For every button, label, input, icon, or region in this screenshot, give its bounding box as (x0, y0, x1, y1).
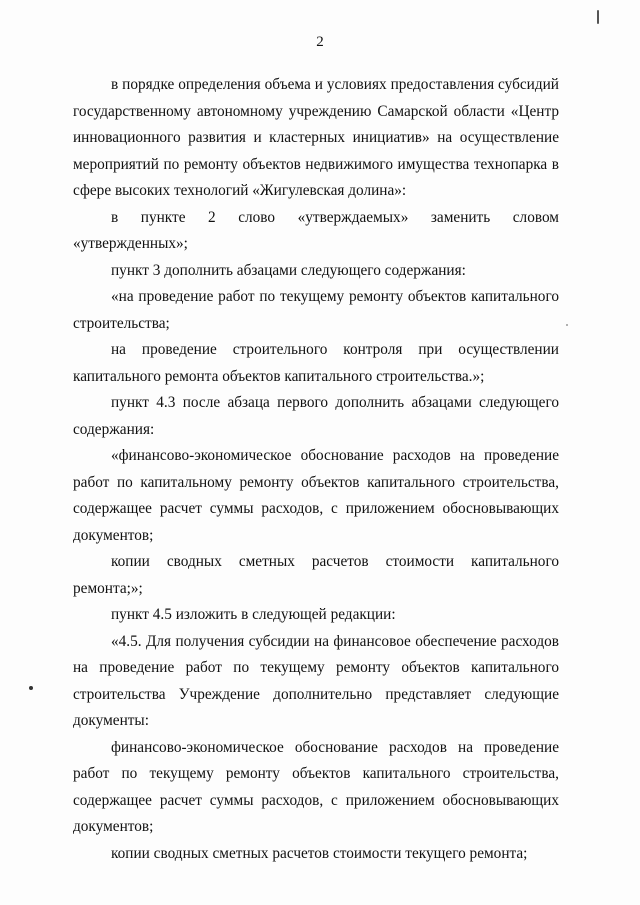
paragraph: копии сводных сметных расчетов стоимости капитального ремонта;»; (73, 553, 559, 597)
paragraph: копии сводных сметных расчетов стоимости текущего ремонта; (111, 844, 528, 862)
paragraph: «4.5. Для получения субсидии на финансовое обеспечение расходов на проведение работ по текущему ремонту объектов капитального строительства Учреждение дополнительно представляет следующие документы: (73, 632, 559, 729)
paragraph: на проведение строительного контроля при осуществлении капитального ремонта объектов капитального строительства.»; (73, 341, 559, 385)
scan-speck (566, 324, 568, 326)
paragraph: финансово-экономическое обоснование расходов на проведение работ по текущему ремонту объектов капитального строительства, содержащее расчет суммы расходов, с приложением обосновывающих документов; (73, 738, 559, 835)
paragraph: в пункте 2 слово «утверждаемых» заменить словом «утвержденных»; (73, 208, 559, 252)
page-number: 2 (316, 34, 324, 50)
scan-speck (29, 686, 33, 690)
paragraph: пункт 4.5 изложить в следующей редакции: (111, 606, 396, 623)
paragraph: «на проведение работ по текущему ремонту объектов капитального строительства; (73, 288, 559, 332)
document-body (73, 72, 559, 867)
paragraph: пункт 3 дополнить абзацами следующего содержания: (111, 261, 466, 279)
paragraph: пункт 4.3 после абзаца первого дополнить абзацами следующего содержания: (73, 394, 559, 438)
paragraph: в порядке определения объема и условиях предоставления субсидий государственному автономному учреждению Самарской области «Центр инновационного развития и кластерных инициатив» на осуществление мероприятий по ремонту объектов недвижимого имущества технопарка в сфере высоких технологий «Жигулевская долина»: (73, 76, 559, 199)
scan-speck (597, 10, 599, 24)
paragraph: «финансово-экономическое обоснование расходов на проведение работ по капитальному ремонту объектов капитального строительства, содержащее расчет суммы расходов, с приложением обосновывающих документов; (73, 447, 559, 544)
